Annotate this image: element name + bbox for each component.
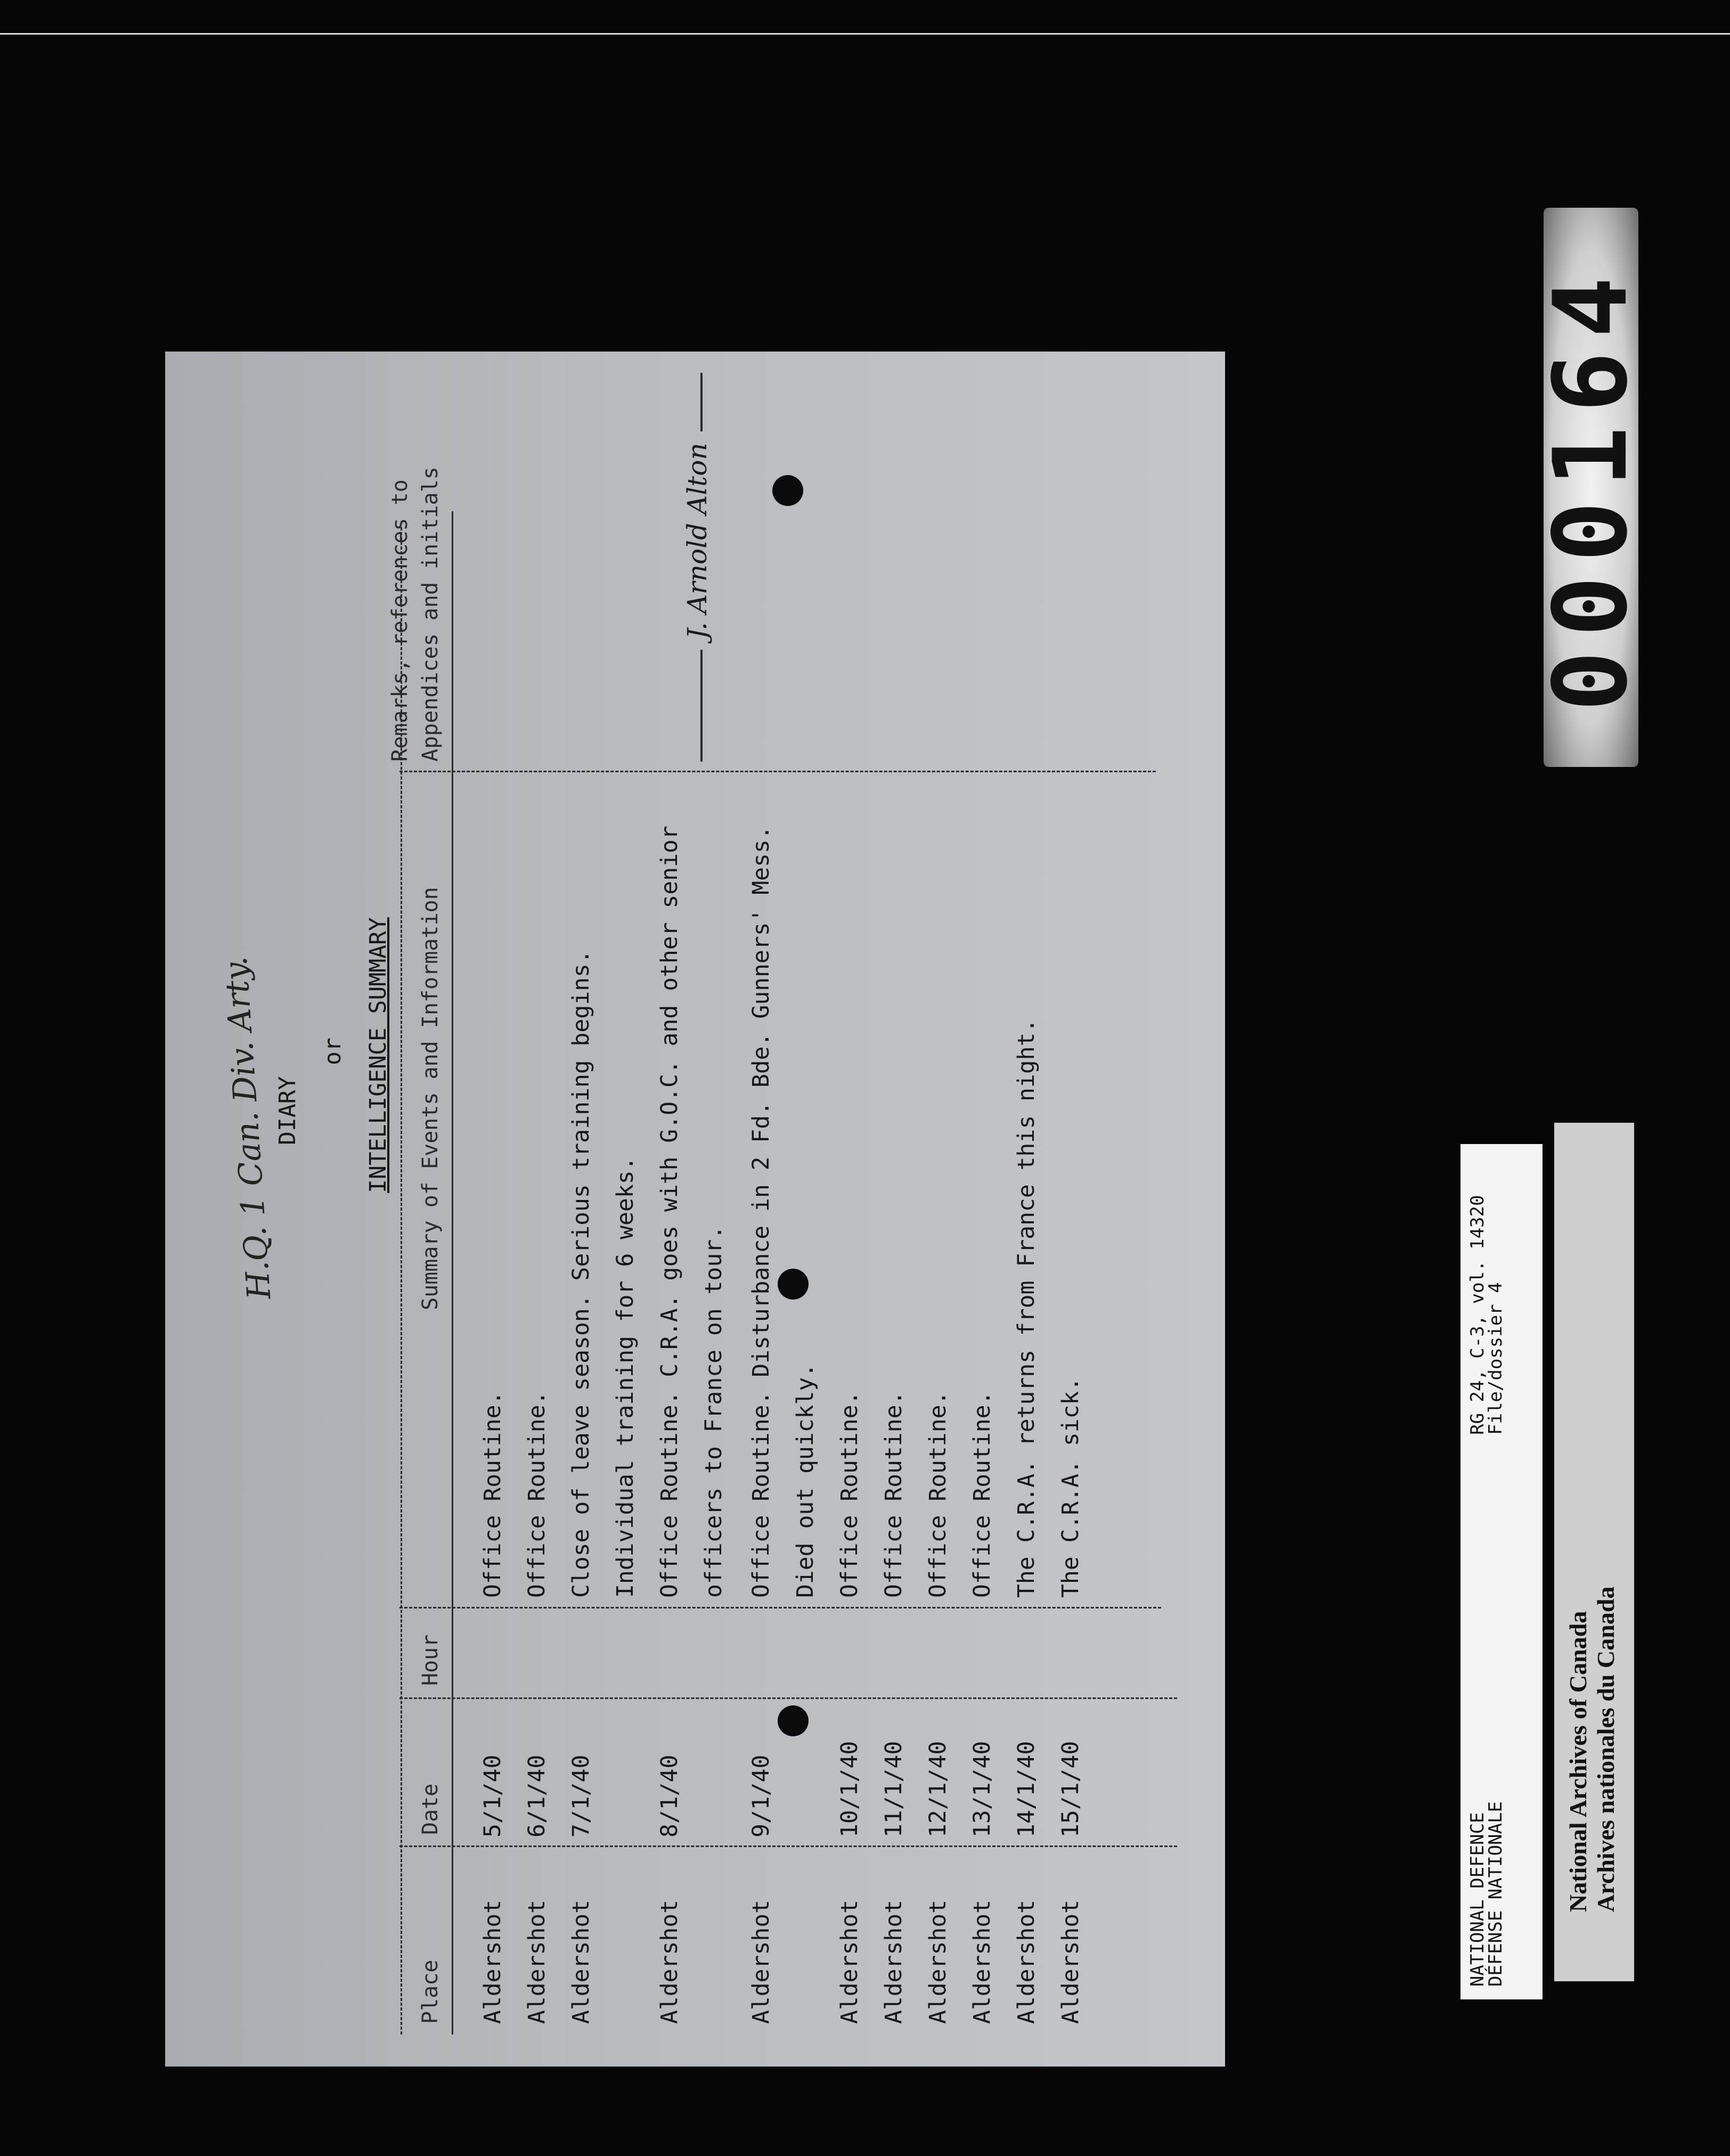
entry-summary: officers to France on tour. bbox=[700, 1226, 727, 1598]
entry-place: Aldershot bbox=[969, 1900, 995, 2024]
punch-hole bbox=[772, 475, 803, 506]
signature: J. Arnold Alton bbox=[682, 443, 713, 639]
column-header-remarks-1: Remarks, references to bbox=[388, 479, 412, 762]
entry-date: 15/1/40 bbox=[1057, 1741, 1084, 1838]
entry-summary: The C.R.A. sick. bbox=[1057, 1377, 1084, 1598]
signature-rule-right bbox=[700, 373, 703, 431]
entry-place: Aldershot bbox=[479, 1900, 506, 2024]
header-rule bbox=[452, 511, 453, 2035]
entry-summary: Office Routine. bbox=[880, 1391, 907, 1598]
column-header-hour: Hour bbox=[418, 1634, 443, 1686]
entry-date: 10/1/40 bbox=[836, 1741, 863, 1838]
archives-name-fr: Archives nationales du Canada bbox=[1592, 1586, 1619, 1912]
entry-summary: Close of leave season. Serious training begins. bbox=[568, 950, 594, 1598]
national-archives-label bbox=[1554, 1123, 1634, 1981]
intelligence-summary-title: INTELLIGENCE SUMMARY bbox=[365, 917, 391, 1193]
entry-date: 14/1/40 bbox=[1013, 1741, 1040, 1838]
column-divider bbox=[399, 1845, 1177, 1847]
entry-place: Aldershot bbox=[836, 1900, 863, 2024]
table-top-rule bbox=[401, 527, 402, 2035]
archives-name-en: National Archives of Canada bbox=[1564, 1611, 1592, 1912]
column-divider bbox=[399, 1697, 1177, 1699]
column-header-date: Date bbox=[418, 1783, 443, 1835]
reference-line-1: RG 24, C-3, vol. 14320 bbox=[1467, 1195, 1488, 1435]
entry-date: 13/1/40 bbox=[969, 1741, 995, 1838]
entry-place: Aldershot bbox=[925, 1900, 951, 2024]
column-header-place: Place bbox=[418, 1959, 443, 2024]
frame-number-strip bbox=[1532, 208, 1650, 767]
film-edge-line bbox=[0, 33, 1730, 35]
column-divider bbox=[399, 771, 1156, 772]
entry-place: Aldershot bbox=[524, 1900, 550, 2024]
punch-hole bbox=[778, 1269, 809, 1300]
entry-summary: Office Routine. bbox=[479, 1391, 506, 1598]
entry-place: Aldershot bbox=[1057, 1900, 1084, 2024]
column-divider bbox=[399, 1607, 1161, 1608]
handwritten-unit: H.Q. 1 Can. Div. Arty. bbox=[217, 955, 279, 1301]
entry-place: Aldershot bbox=[568, 1900, 594, 2024]
diary-sheet bbox=[165, 352, 1225, 2067]
entry-date: 6/1/40 bbox=[524, 1754, 550, 1838]
entry-date: 5/1/40 bbox=[479, 1754, 506, 1838]
entry-place: Aldershot bbox=[748, 1900, 774, 2024]
title-or: or bbox=[320, 1038, 346, 1065]
diary-title: DIARY bbox=[274, 1076, 301, 1145]
punch-hole bbox=[778, 1705, 809, 1736]
archive-reference-label bbox=[1460, 1144, 1543, 1999]
reference-line-2: File/dossier 4 bbox=[1485, 1282, 1506, 1435]
column-header-summary: Summary of Events and Information bbox=[418, 887, 443, 1310]
entry-summary: Office Routine. bbox=[969, 1391, 995, 1598]
entry-place: Aldershot bbox=[1013, 1900, 1040, 2024]
entry-summary: The C.R.A. returns from France this night. bbox=[1013, 1018, 1040, 1598]
column-header-remarks-2: Appendices and initials bbox=[418, 467, 443, 762]
entry-date: 8/1/40 bbox=[656, 1754, 683, 1838]
entry-date: 12/1/40 bbox=[925, 1741, 951, 1838]
frame-number: 000164 bbox=[1532, 263, 1650, 712]
entry-summary: Office Routine. C.R.A. goes with G.O.C. and other senior bbox=[656, 826, 683, 1598]
signature-rule-left bbox=[700, 650, 703, 762]
entry-summary: Office Routine. bbox=[925, 1391, 951, 1598]
entry-date: 7/1/40 bbox=[568, 1754, 594, 1838]
entry-summary: Office Routine. bbox=[524, 1391, 550, 1598]
entry-date: 9/1/40 bbox=[748, 1754, 774, 1838]
entry-summary: Office Routine. bbox=[836, 1391, 863, 1598]
entry-summary: Died out quickly. bbox=[792, 1363, 819, 1598]
entry-summary: Individual training for 6 weeks. bbox=[612, 1156, 639, 1598]
entry-date: 11/1/40 bbox=[880, 1741, 907, 1838]
agency-en: NATIONAL DEFENCE bbox=[1467, 1812, 1488, 1987]
agency-fr: DÉFENSE NATIONALE bbox=[1485, 1801, 1506, 1987]
entry-place: Aldershot bbox=[656, 1900, 683, 2024]
entry-place: Aldershot bbox=[880, 1900, 907, 2024]
entry-summary: Office Routine. Disturbance in 2 Fd. Bde. Gunners' Mess. bbox=[748, 826, 774, 1598]
